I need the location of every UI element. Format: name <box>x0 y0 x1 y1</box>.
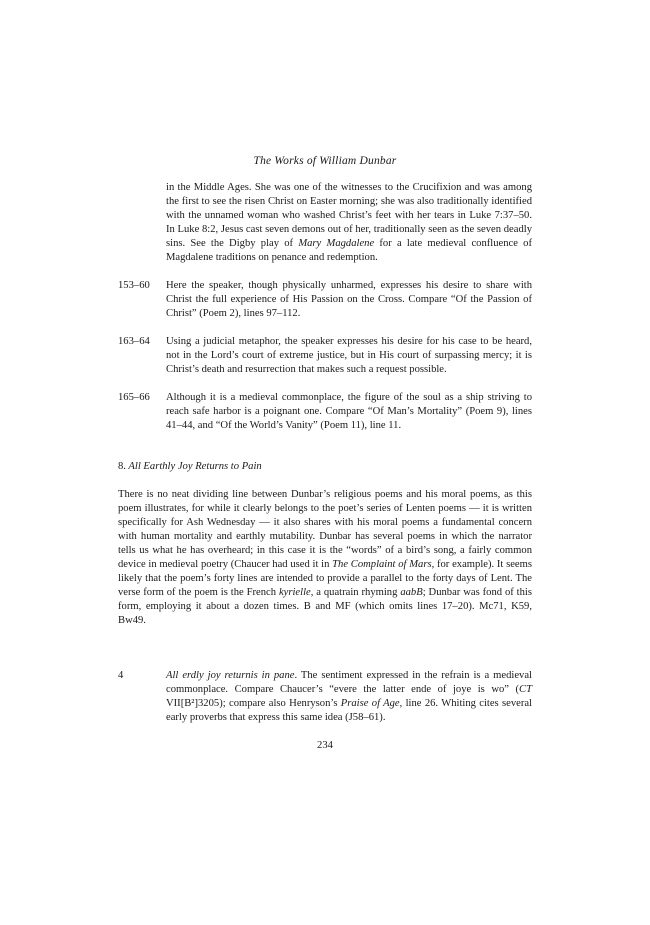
italic-text: All erdly joy returnis in pane <box>166 670 295 681</box>
note-163-64 <box>118 335 532 377</box>
note-text <box>166 335 532 377</box>
note-line-number: 153–60 <box>118 280 150 291</box>
italic-text: aabB <box>400 587 423 598</box>
note-line-number: 163–64 <box>118 336 150 347</box>
italic-text: The Complaint of Mars <box>332 559 432 570</box>
note-text <box>166 669 532 725</box>
text-run: , line 26. Whiting cites several early proverbs that express this same idea (J58–61). <box>166 698 532 723</box>
text-run: Although it is a medieval commonplace, the figure of the soul as a ship striving to reach safe harbor is a poignant one. Compare “Of Man’s Mortality” (Poem 9), lines 41–44, and “Of the World’s Vanity” (Poem 11), line 11. <box>166 392 532 431</box>
note-line-number: 4 <box>118 670 124 681</box>
continued-note-text <box>166 181 532 265</box>
page-number: 234 <box>317 740 333 751</box>
note-text <box>166 279 532 321</box>
note-line-4 <box>118 669 532 725</box>
text-run: Here the speaker, though physically unharmed, expresses his desire to share with Christ the full experience of His Passion on the Cross. Compare “Of the Passion of Christ” (Poem 2), lines 97–112. <box>166 280 532 319</box>
section-number: 8. <box>118 461 126 472</box>
text-run: . The sentiment expressed in the refrain is a medieval commonplace. Compare Chaucer’s “evere the latter ende of joye is wo” ( <box>166 670 532 695</box>
text-run: There is no neat dividing line between Dunbar’s religious poems and his moral poems, as this poem illustrates, for while it clearly belongs to the poet’s series of Lenten poems — it is written specifically for Ash Wednesday — it also shares with his moral poems a fundamental concern with human mortality and earthly mutability. Dunbar has several poems in which the narrator tells us what he has overheard; in this case it is the “words” of a bird’s song, a fairly common device in medieval poetry (Chaucer had used it in <box>118 489 532 570</box>
section-heading <box>118 461 532 472</box>
text-run: ; Dunbar was fond of this form, employing it about a dozen times. B and MF (which omits lines 17–20). Mc71, K59, Bw49. <box>118 587 532 626</box>
text-run: , for example). It seems likely that the poem’s forty lines are intended to provide a parallel to the forty days of Lent. The verse form of the poem is the French <box>118 559 532 598</box>
section-title: All Earthly Joy Returns to Pain <box>128 461 262 472</box>
text-run: in the Middle Ages. She was one of the witnesses to the Crucifixion and was among the first to see the risen Christ on Easter morning; she was also traditionally identified with the unnamed woman who washed Christ’s feet with her tears in Luke 7:37–50. In Luke 8:2, Jesus cast seven demons out of her, traditionally seen as the seven deadly sins. See the Digby play of <box>166 182 532 249</box>
note-text <box>166 391 532 433</box>
note-line-number: 165–66 <box>118 392 150 403</box>
intro-paragraph <box>118 488 532 628</box>
italic-text: Praise of Age <box>340 698 400 709</box>
running-head: The Works of William Dunbar <box>253 155 397 167</box>
text-run: Using a judicial metaphor, the speaker expresses his desire for his case to be heard, not in the Lord’s court of extreme justice, but in His court of surpassing mercy; it is Christ’s death and resurrection that makes such a request possible. <box>166 336 532 375</box>
italic-text: kyrielle <box>278 587 311 598</box>
note-153-60 <box>118 279 532 321</box>
note-165-66 <box>118 391 532 433</box>
italic-text: CT <box>519 684 532 695</box>
italic-text: Mary Magdalene <box>298 238 375 249</box>
text-run: , a quatrain rhyming <box>310 587 401 598</box>
text-run: for a late medieval confluence of Magdalene traditions on penance and redemption. <box>166 238 533 263</box>
text-run: VII[B²]3205); compare also Henryson’s <box>166 698 341 709</box>
